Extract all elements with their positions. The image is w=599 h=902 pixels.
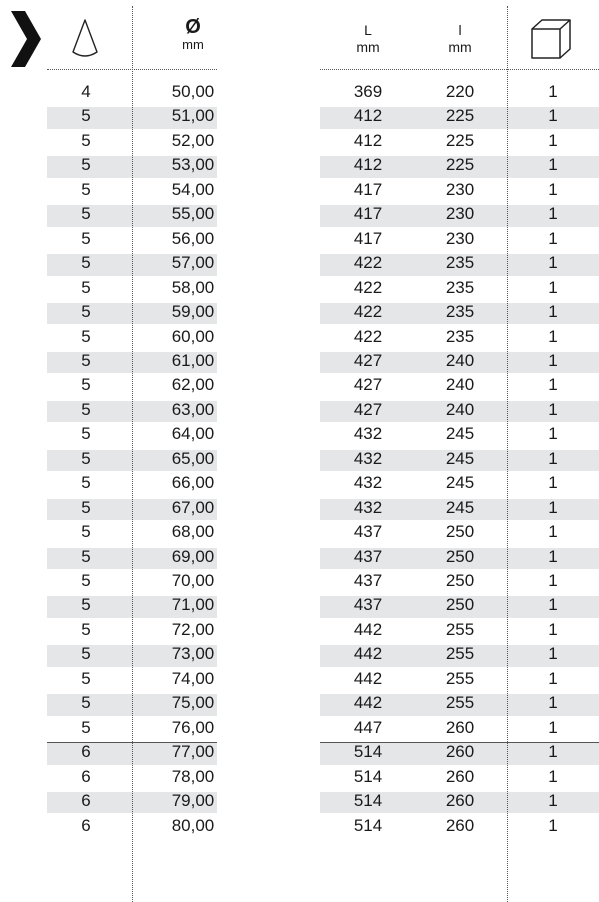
length-cell: 432 [353, 424, 383, 444]
quantity-cell: 1 [548, 82, 558, 101]
length-cell: 432 [353, 497, 383, 517]
count-cell: 5 [81, 497, 91, 517]
length-cell: 422 [353, 277, 383, 297]
inner-length-cell: 255 [445, 619, 475, 639]
inner-length-cell: 260 [445, 815, 475, 835]
length-cell: 417 [353, 228, 383, 248]
length-cell: 437 [353, 571, 383, 590]
quantity-cell: 1 [548, 644, 558, 664]
inner-length-cell: 230 [445, 228, 475, 248]
diameter-cell: 75,00 [171, 693, 215, 713]
length-cell: 437 [353, 522, 383, 542]
length-cell: 427 [353, 399, 383, 419]
count-cell: 5 [81, 302, 91, 322]
inner-length-cell: 260 [445, 717, 475, 737]
quantity-cell: 1 [548, 595, 558, 615]
length-cell: 442 [353, 619, 383, 639]
quantity-cell: 1 [548, 155, 558, 175]
count-cell: 5 [81, 571, 91, 590]
quantity-cell: 1 [548, 791, 558, 811]
count-cell: 5 [81, 522, 91, 542]
count-cell: 5 [81, 595, 91, 615]
diameter-cell: 57,00 [171, 253, 215, 273]
diameter-cell: 72,00 [171, 619, 215, 639]
group-rule [320, 742, 599, 743]
inner-length-cell: 235 [445, 326, 475, 346]
quantity-cell: 1 [548, 106, 558, 126]
count-cell: 5 [81, 179, 91, 199]
inner-length-cell: 235 [445, 253, 475, 273]
diameter-cell: 71,00 [171, 595, 215, 615]
length-cell: 432 [353, 473, 383, 493]
diameter-cell: 63,00 [171, 399, 215, 419]
inner-length-cell: 230 [445, 204, 475, 224]
length-cell: 514 [353, 742, 383, 762]
length-cell: 427 [353, 350, 383, 370]
diameter-cell: 79,00 [171, 791, 215, 811]
quantity-cell: 1 [548, 571, 558, 590]
count-cell: 5 [81, 644, 91, 664]
length-cell: 447 [353, 717, 383, 737]
diameter-cell: 67,00 [171, 497, 215, 517]
diameter-cell: 69,00 [171, 546, 215, 566]
count-cell: 5 [81, 155, 91, 175]
inner-length-cell: 240 [445, 399, 475, 419]
quantity-cell: 1 [548, 619, 558, 639]
length-cell: 442 [353, 644, 383, 664]
inner-length-cell: 260 [445, 742, 475, 762]
quantity-cell: 1 [548, 717, 558, 737]
count-cell: 5 [81, 473, 91, 493]
quantity-cell: 1 [548, 399, 558, 419]
inner-length-cell: 235 [445, 277, 475, 297]
quantity-cell: 1 [548, 179, 558, 199]
diameter-cell: 52,00 [171, 130, 215, 150]
count-cell: 4 [81, 82, 91, 101]
length-cell: 417 [353, 179, 383, 199]
length-cell: 422 [353, 326, 383, 346]
diameter-cell: 80,00 [171, 815, 215, 835]
count-cell: 6 [81, 791, 91, 811]
diameter-cell: 78,00 [171, 766, 215, 786]
inner-length-cell: 225 [445, 106, 475, 126]
count-cell: 5 [81, 106, 91, 126]
quantity-cell: 1 [548, 326, 558, 346]
quantity-cell: 1 [548, 815, 558, 835]
inner-length-cell: 245 [445, 424, 475, 444]
quantity-cell: 1 [548, 766, 558, 786]
diameter-cell: 55,00 [171, 204, 215, 224]
quantity-cell: 1 [548, 742, 558, 762]
diameter-cell: 64,00 [171, 424, 215, 444]
inner-length-cell: 225 [445, 130, 475, 150]
quantity-cell: 1 [548, 228, 558, 248]
diameter-cell: 70,00 [171, 571, 215, 590]
diameter-cell: 65,00 [171, 448, 215, 468]
diameter-unit: mm [182, 37, 204, 52]
length-cell: 422 [353, 302, 383, 322]
count-cell: 5 [81, 253, 91, 273]
diameter-cell: 61,00 [171, 350, 215, 370]
inner-length-cell: 260 [445, 766, 475, 786]
count-cell: 6 [81, 766, 91, 786]
quantity-cell: 1 [548, 204, 558, 224]
count-cell: 5 [81, 326, 91, 346]
length-cell: 514 [353, 815, 383, 835]
length-cell: 369 [353, 82, 383, 101]
diameter-cell: 51,00 [171, 106, 215, 126]
inner-length-label: l [458, 22, 462, 38]
quantity-cell: 1 [548, 253, 558, 273]
quantity-cell: 1 [548, 448, 558, 468]
count-cell: 5 [81, 546, 91, 566]
quantity-cell: 1 [548, 277, 558, 297]
length-cell: 432 [353, 448, 383, 468]
inner-length-cell: 230 [445, 179, 475, 199]
length-cell: 437 [353, 546, 383, 566]
quantity-cell: 1 [548, 424, 558, 444]
count-cell: 5 [81, 399, 91, 419]
length-cell: 514 [353, 766, 383, 786]
length-label: L [364, 22, 372, 38]
inner-length-cell: 240 [445, 350, 475, 370]
quantity-cell: 1 [548, 375, 558, 395]
length-cell: 427 [353, 375, 383, 395]
count-cell: 5 [81, 424, 91, 444]
inner-length-cell: 250 [445, 571, 475, 590]
diameter-symbol: Ø [185, 16, 201, 38]
group-rule [47, 742, 217, 743]
diameter-cell: 60,00 [171, 326, 215, 346]
diameter-cell: 59,00 [171, 302, 215, 322]
length-cell: 514 [353, 791, 383, 811]
count-cell: 5 [81, 130, 91, 150]
count-cell: 5 [81, 693, 91, 713]
quantity-cell: 1 [548, 546, 558, 566]
length-cell: 412 [353, 130, 383, 150]
diameter-cell: 58,00 [171, 277, 215, 297]
inner-length-cell: 235 [445, 302, 475, 322]
quantity-cell: 1 [548, 130, 558, 150]
diameter-cell: 73,00 [171, 644, 215, 664]
diameter-cell: 77,00 [171, 742, 215, 762]
inner-length-cell: 255 [445, 668, 475, 688]
inner-length-cell: 245 [445, 448, 475, 468]
diameter-cell: 76,00 [171, 717, 215, 737]
inner-length-cell: 245 [445, 497, 475, 517]
count-cell: 5 [81, 448, 91, 468]
count-cell: 5 [81, 619, 91, 639]
quantity-cell: 1 [548, 522, 558, 542]
header-rule [320, 69, 599, 70]
inner-length-cell: 260 [445, 791, 475, 811]
count-cell: 5 [81, 668, 91, 688]
quantity-cell: 1 [548, 693, 558, 713]
count-cell: 5 [81, 375, 91, 395]
inner-length-cell: 220 [445, 82, 475, 101]
diameter-cell: 74,00 [171, 668, 215, 688]
length-cell: 422 [353, 253, 383, 273]
inner-length-cell: 245 [445, 473, 475, 493]
length-cell: 442 [353, 693, 383, 713]
length-unit: mm [356, 39, 380, 55]
inner-length-cell: 250 [445, 595, 475, 615]
length-cell: 437 [353, 595, 383, 615]
diameter-cell: 66,00 [171, 473, 215, 493]
diameter-cell: 54,00 [171, 179, 215, 199]
inner-length-cell: 250 [445, 546, 475, 566]
diameter-cell: 56,00 [171, 228, 215, 248]
count-cell: 5 [81, 717, 91, 737]
count-cell: 6 [81, 815, 91, 835]
quantity-cell: 1 [548, 302, 558, 322]
quantity-cell: 1 [548, 350, 558, 370]
count-cell: 5 [81, 204, 91, 224]
count-cell: 5 [81, 350, 91, 370]
inner-length-cell: 255 [445, 644, 475, 664]
quantity-cell: 1 [548, 497, 558, 517]
quantity-cell: 1 [548, 668, 558, 688]
diameter-cell: 68,00 [171, 522, 215, 542]
length-cell: 417 [353, 204, 383, 224]
length-cell: 412 [353, 106, 383, 126]
count-cell: 5 [81, 277, 91, 297]
quantity-cell: 1 [548, 473, 558, 493]
diameter-cell: 62,00 [171, 375, 215, 395]
count-cell: 6 [81, 742, 91, 762]
inner-length-cell: 225 [445, 155, 475, 175]
inner-length-unit: mm [448, 39, 472, 55]
inner-length-cell: 250 [445, 522, 475, 542]
length-cell: 442 [353, 668, 383, 688]
diameter-cell: 50,00 [171, 82, 215, 101]
inner-length-cell: 255 [445, 693, 475, 713]
inner-length-cell: 240 [445, 375, 475, 395]
diameter-cell: 53,00 [171, 155, 215, 175]
count-cell: 5 [81, 228, 91, 248]
length-cell: 412 [353, 155, 383, 175]
